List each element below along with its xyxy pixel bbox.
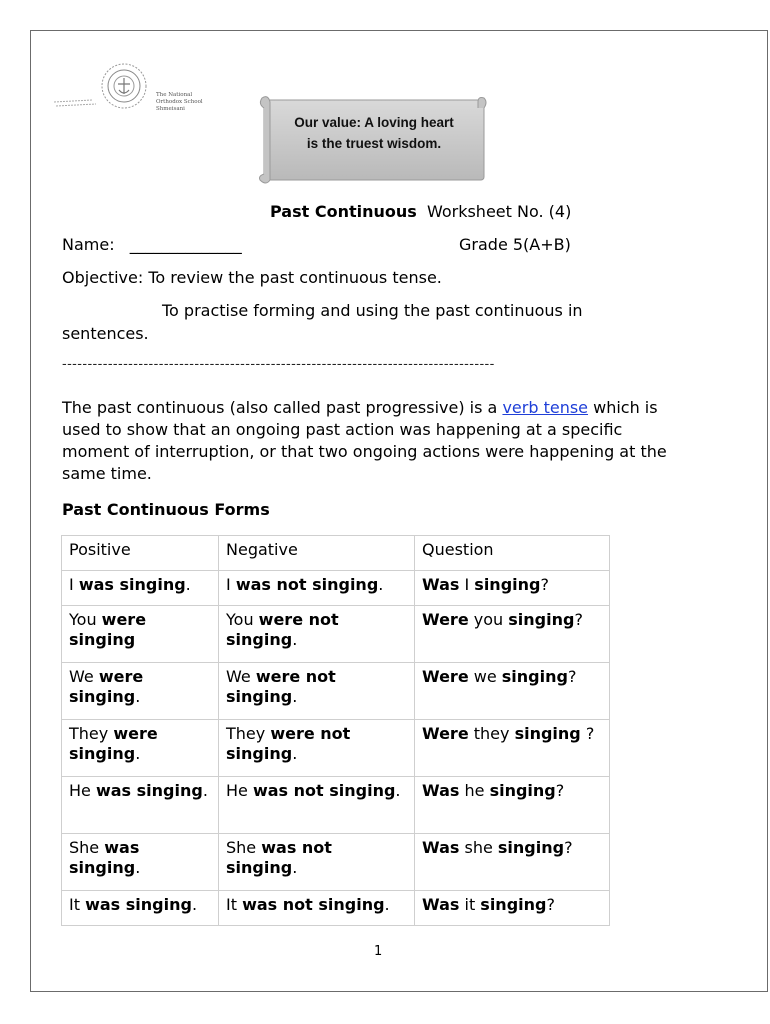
table-row bbox=[62, 834, 610, 891]
cell-text: . bbox=[135, 744, 141, 763]
page-number: 1 bbox=[374, 944, 383, 959]
table-row bbox=[62, 571, 610, 606]
cell-text: They bbox=[69, 724, 114, 743]
cell-text: . bbox=[135, 858, 141, 877]
table-row bbox=[62, 891, 610, 926]
cell-text: We bbox=[226, 667, 256, 686]
bold-verb-phrase: was singing bbox=[69, 838, 140, 877]
cell-text: I bbox=[459, 575, 475, 594]
table-row bbox=[62, 777, 610, 834]
cell-text: We bbox=[69, 667, 99, 686]
value-line-2: is the truest wisdom. bbox=[306, 136, 442, 151]
table-row bbox=[62, 663, 610, 720]
table-row bbox=[62, 720, 610, 777]
negative-cell bbox=[219, 663, 415, 720]
name-row bbox=[62, 235, 242, 254]
cell-text: He bbox=[69, 781, 96, 800]
bold-verb-phrase: were singing bbox=[69, 610, 147, 649]
bold-verb-phrase: singing bbox=[514, 724, 581, 743]
bold-verb-phrase: Was bbox=[422, 575, 460, 594]
cell-text: we bbox=[468, 667, 502, 686]
cell-text: ? bbox=[574, 610, 583, 629]
cell-text: she bbox=[459, 838, 498, 857]
negative-cell bbox=[219, 777, 415, 834]
cell-text: . bbox=[292, 858, 298, 877]
logo-caption-2: Orthodox School bbox=[156, 99, 203, 105]
table-row bbox=[62, 606, 610, 663]
positive-cell bbox=[62, 720, 219, 777]
cell-text: ? bbox=[555, 781, 565, 800]
cell-text: I bbox=[69, 575, 79, 594]
positive-cell bbox=[62, 606, 219, 663]
cell-text: they bbox=[468, 724, 515, 743]
bold-verb-phrase: Was bbox=[422, 895, 460, 914]
bold-verb-phrase: was not singing bbox=[235, 575, 379, 594]
bold-verb-phrase: Were bbox=[422, 724, 469, 743]
cell-text: ? bbox=[564, 838, 573, 857]
forms-section-title: Past Continuous Forms bbox=[62, 500, 270, 519]
bold-verb-phrase: Were bbox=[422, 667, 469, 686]
logo-caption-3: Shmeisani bbox=[156, 106, 185, 112]
objective-line-1: Objective: To review the past continuous tense. bbox=[62, 268, 442, 287]
cell-text: . bbox=[384, 895, 390, 914]
bold-verb-phrase: singing bbox=[480, 895, 547, 914]
bold-verb-phrase: were singing bbox=[69, 667, 144, 706]
name-blank[interactable]: ______________ bbox=[129, 235, 242, 254]
worksheet-number: Worksheet No. (4) bbox=[426, 202, 572, 221]
bold-verb-phrase: singing bbox=[497, 838, 565, 857]
value-line-1: Our value: A loving heart bbox=[294, 115, 454, 130]
cell-text: . bbox=[292, 744, 298, 763]
value-banner-text bbox=[274, 112, 474, 154]
bold-verb-phrase: Was bbox=[422, 781, 460, 800]
cell-text: She bbox=[69, 838, 105, 857]
bold-verb-phrase: singing bbox=[489, 781, 556, 800]
cell-text: She bbox=[226, 838, 262, 857]
bold-verb-phrase: Were bbox=[422, 610, 469, 629]
negative-cell bbox=[219, 834, 415, 891]
question-cell bbox=[415, 834, 610, 891]
intro-text-start: The past continuous (also called past progressive) is a bbox=[62, 398, 503, 417]
cell-text: You bbox=[69, 610, 102, 629]
bold-verb-phrase: singing bbox=[501, 667, 568, 686]
bold-verb-phrase: were not singing bbox=[226, 667, 336, 706]
question-cell bbox=[415, 606, 610, 663]
cell-text: . bbox=[292, 630, 298, 649]
objective-line-3: sentences. bbox=[62, 324, 149, 343]
cell-text: . bbox=[191, 895, 198, 914]
bold-verb-phrase: were not singing bbox=[226, 610, 339, 649]
cell-text: ? bbox=[540, 575, 549, 594]
positive-cell bbox=[62, 834, 219, 891]
header-question: Question bbox=[415, 536, 610, 571]
cell-text: . bbox=[202, 781, 208, 800]
bold-verb-phrase: was singing bbox=[85, 895, 192, 914]
cell-text: I bbox=[226, 575, 236, 594]
cell-text: . bbox=[292, 687, 298, 706]
forms-table bbox=[61, 535, 610, 926]
negative-cell bbox=[219, 571, 415, 606]
cell-text: It bbox=[226, 895, 243, 914]
cell-text: . bbox=[378, 575, 384, 594]
cell-text: You bbox=[226, 610, 259, 629]
negative-cell bbox=[219, 606, 415, 663]
intro-paragraph bbox=[62, 397, 682, 485]
question-cell bbox=[415, 663, 610, 720]
question-cell bbox=[415, 777, 610, 834]
grade-label: Grade 5(A+B) bbox=[459, 235, 571, 254]
cell-text: It bbox=[69, 895, 86, 914]
bold-verb-phrase: was not singing bbox=[242, 895, 385, 914]
cell-text: ? bbox=[546, 895, 555, 914]
question-cell bbox=[415, 720, 610, 777]
topic-title: Past Continuous bbox=[270, 202, 417, 221]
positive-cell bbox=[62, 663, 219, 720]
header-positive: Positive bbox=[62, 536, 219, 571]
bold-verb-phrase: were singing bbox=[69, 724, 158, 763]
school-seal-icon bbox=[52, 62, 224, 118]
bold-verb-phrase: Was bbox=[422, 838, 460, 857]
header-negative: Negative bbox=[219, 536, 415, 571]
cell-text: . bbox=[135, 687, 141, 706]
cell-text: ? bbox=[580, 724, 595, 743]
cell-text: it bbox=[459, 895, 481, 914]
bold-verb-phrase: was singing bbox=[78, 575, 186, 594]
worksheet-title bbox=[270, 202, 571, 221]
school-logo bbox=[52, 62, 224, 118]
objective-line-2: To practise forming and using the past continuous in bbox=[162, 301, 583, 320]
positive-cell bbox=[62, 571, 219, 606]
cell-text: he bbox=[459, 781, 490, 800]
verb-tense-link[interactable]: verb tense bbox=[502, 398, 589, 417]
intro-text-end: which is used to show that an ongoing past action was happening at a specific moment of interruption, or that two ongoing actions were happening at the same time. bbox=[62, 398, 667, 483]
table-header-row bbox=[62, 536, 610, 571]
bold-verb-phrase: was not singing bbox=[226, 838, 332, 877]
cell-text: They bbox=[226, 724, 271, 743]
bold-verb-phrase: were not singing bbox=[226, 724, 351, 763]
logo-caption-1: The National bbox=[156, 92, 193, 98]
dashed-divider: ------------------------------------------------------------------------------------- bbox=[62, 357, 495, 372]
positive-cell bbox=[62, 777, 219, 834]
cell-text: . bbox=[185, 575, 191, 594]
negative-cell bbox=[219, 720, 415, 777]
bold-verb-phrase: singing bbox=[508, 610, 575, 629]
bold-verb-phrase: singing bbox=[474, 575, 541, 594]
bold-verb-phrase: was not singing bbox=[252, 781, 396, 800]
cell-text: . bbox=[395, 781, 401, 800]
positive-cell bbox=[62, 891, 219, 926]
question-cell bbox=[415, 571, 610, 606]
bold-verb-phrase: was singing bbox=[95, 781, 203, 800]
question-cell bbox=[415, 891, 610, 926]
cell-text: ? bbox=[567, 667, 577, 686]
cell-text: you bbox=[468, 610, 509, 629]
negative-cell bbox=[219, 891, 415, 926]
cell-text: He bbox=[226, 781, 253, 800]
name-label: Name: bbox=[62, 235, 115, 254]
